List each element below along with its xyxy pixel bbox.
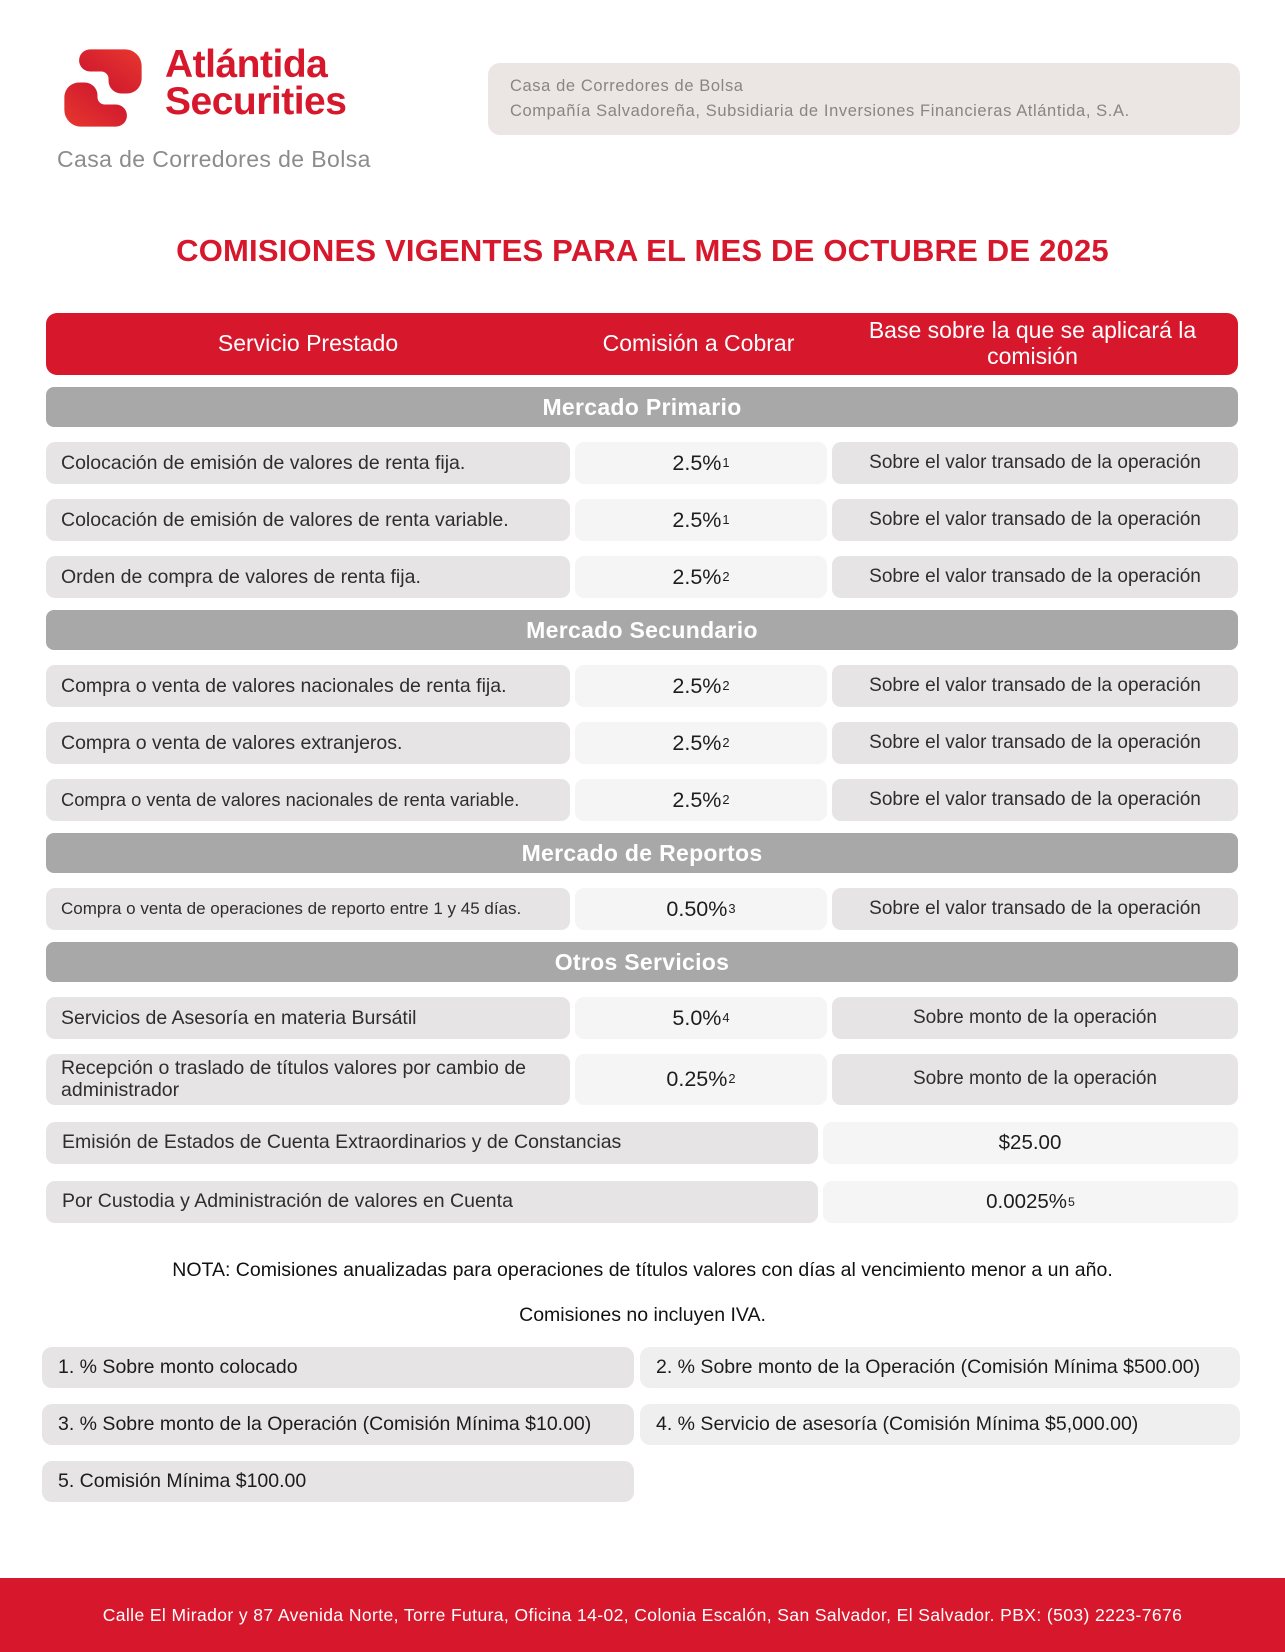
table-row — [46, 1181, 1238, 1223]
service-cell: Recepción o traslado de títulos valores por cambio de administrador — [46, 1054, 570, 1105]
brand-name-line2: Securities — [165, 80, 347, 124]
commission-cell: 2.5% 2 — [575, 665, 827, 707]
commission-cell: 2.5% 2 — [575, 722, 827, 764]
service-cell: Colocación de emisión de valores de renta variable. — [46, 499, 570, 541]
commission-cell: 0.25% 2 — [575, 1054, 827, 1105]
base-cell: Sobre el valor transado de la operación — [832, 499, 1238, 541]
footnote-row — [42, 1461, 1240, 1502]
commission-cell: 2.5% 2 — [575, 779, 827, 821]
service-cell: Orden de compra de valores de renta fija. — [46, 556, 570, 598]
footnote-row — [42, 1404, 1240, 1445]
footnote-3: 3. % Sobre monto de la Operación (Comisión Mínima $10.00) — [42, 1404, 634, 1445]
column-header-base: Base sobre la que se aplicará la comisión — [868, 317, 1197, 369]
section-header-mercado-secundario: Mercado Secundario — [46, 610, 1238, 650]
base-cell: Sobre monto de la operación — [832, 997, 1238, 1039]
column-header-servicio: Servicio Prestado — [217, 330, 399, 357]
commission-value: 2.5% — [672, 787, 722, 812]
nota-text: NOTA: Comisiones anualizadas para operaciones de títulos valores con días al vencimiento menor a un año. — [172, 1258, 1113, 1281]
footnote-4: 4. % Servicio de asesoría (Comisión Mínima $5,000.00) — [640, 1404, 1240, 1445]
page-title: COMISIONES VIGENTES PARA EL MES DE OCTUBRE DE 2025 — [176, 233, 1109, 268]
table-row — [46, 997, 1238, 1039]
base-cell: Sobre el valor transado de la operación — [832, 779, 1238, 821]
base-cell: Sobre el valor transado de la operación — [832, 442, 1238, 484]
brand-tagline: Casa de Corredores de Bolsa — [57, 146, 371, 172]
table-row — [46, 722, 1238, 764]
address-text: Calle El Mirador y 87 Avenida Norte, Torre Futura, Oficina 14-02, Colonia Escalón, San Salvador, El Salvador. PBX: (503) 2223-7676 — [102, 1604, 1183, 1625]
base-cell: Sobre el valor transado de la operación — [832, 556, 1238, 598]
table-row — [46, 1054, 1238, 1105]
table-row — [46, 556, 1238, 598]
column-header-comision: Comisión a Cobrar — [602, 330, 795, 357]
service-cell: Servicios de Asesoría en materia Bursátil — [46, 997, 570, 1039]
service-cell: Por Custodia y Administración de valores en Cuenta — [46, 1181, 818, 1223]
table-row — [46, 442, 1238, 484]
commission-value: 2.5% — [672, 507, 722, 532]
table-row — [46, 779, 1238, 821]
company-info-box — [488, 63, 1240, 135]
commission-value: 2.5% — [672, 564, 722, 589]
company-info-line2: Compañía Salvadoreña, Subsidiaria de Inversiones Financieras Atlántida, S.A. — [510, 101, 1130, 120]
footnote-5: 5. Comisión Mínima $100.00 — [42, 1461, 634, 1502]
commissions-table — [46, 313, 1238, 1223]
page-header — [0, 0, 1285, 173]
base-cell: Sobre el valor transado de la operación — [832, 665, 1238, 707]
table-row — [46, 1122, 1238, 1164]
table-header-row — [46, 313, 1238, 375]
service-cell: Compra o venta de valores nacionales de renta variable. — [46, 779, 570, 821]
base-cell: Sobre monto de la operación — [832, 1054, 1238, 1105]
section-header-otros-servicios: Otros Servicios — [46, 942, 1238, 982]
brand-name — [165, 43, 347, 124]
commission-value: 2.5% — [672, 673, 722, 698]
base-cell: Sobre el valor transado de la operación — [832, 888, 1238, 930]
footnote-1: 1. % Sobre monto colocado — [42, 1347, 634, 1388]
footnotes-section — [42, 1347, 1240, 1502]
base-cell: Sobre el valor transado de la operación — [832, 722, 1238, 764]
iva-text: Comisiones no incluyen IVA. — [519, 1303, 766, 1326]
commission-cell: 2.5% 1 — [575, 499, 827, 541]
section-header-mercado-de-reportos: Mercado de Reportos — [46, 833, 1238, 873]
commission-cell — [823, 1122, 1238, 1164]
commission-cell: 2.5% 2 — [575, 556, 827, 598]
footnote-row — [42, 1347, 1240, 1388]
service-cell: Colocación de emisión de valores de renta fija. — [46, 442, 570, 484]
company-info-line1: Casa de Corredores de Bolsa — [510, 77, 744, 95]
commission-cell: 0.0025% 5 — [823, 1181, 1238, 1223]
service-cell: Compra o venta de operaciones de reporto entre 1 y 45 días. — [46, 888, 570, 930]
commission-cell: 0.50% 3 — [575, 888, 827, 930]
commission-cell: 5.0% 4 — [575, 997, 827, 1039]
commission-value: 2.5% — [672, 730, 722, 755]
section-header-mercado-primario: Mercado Primario — [46, 387, 1238, 427]
commission-value: 0.0025% — [986, 1189, 1068, 1213]
address-footer-bar — [0, 1578, 1285, 1652]
table-row — [46, 888, 1238, 930]
commission-value: 0.25% — [666, 1066, 728, 1091]
commission-value: 0.50% — [666, 896, 728, 921]
commission-value: 5.0% — [672, 1005, 722, 1030]
service-cell: Compra o venta de valores extranjeros. — [46, 722, 570, 764]
atlantida-logo-icon — [57, 42, 149, 134]
table-row — [46, 499, 1238, 541]
commission-value: 2.5% — [672, 450, 722, 475]
commission-cell: 2.5% 1 — [575, 442, 827, 484]
service-cell: Compra o venta de valores nacionales de renta fija. — [46, 665, 570, 707]
brand-name-line1: Atlántida — [165, 43, 328, 86]
service-cell: Emisión de Estados de Cuenta Extraordinarios y de Constancias — [46, 1122, 818, 1164]
brand-logo — [57, 42, 417, 173]
commission-value: $25.00 — [998, 1130, 1062, 1154]
footnote-2: 2. % Sobre monto de la Operación (Comisión Mínima $500.00) — [640, 1347, 1240, 1388]
table-row — [46, 665, 1238, 707]
